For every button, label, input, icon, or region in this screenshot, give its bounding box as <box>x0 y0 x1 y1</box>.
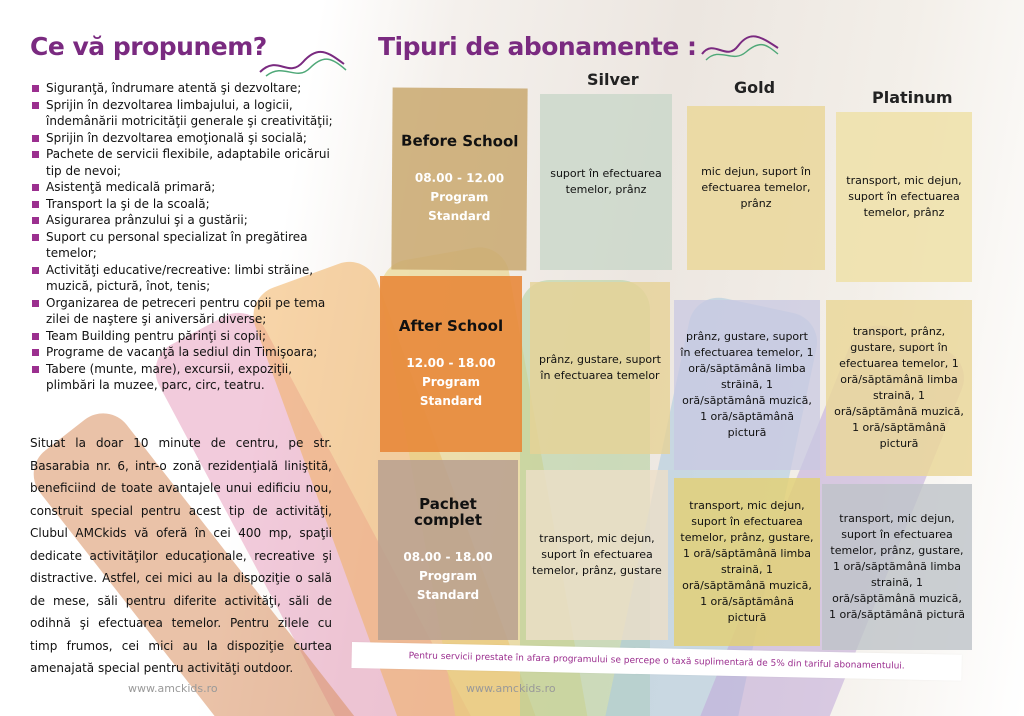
list-item: Asistenţă medicală primară; <box>30 179 340 196</box>
footer-url[interactable]: www.amckids.ro <box>128 682 218 695</box>
column-header-gold: Gold <box>734 78 776 97</box>
surcharge-note: Pentru servicii prestate în afara programului se percepe o taxă suplimentară de 5% din tariful abonamentului. <box>351 642 961 681</box>
row-title: After School <box>398 316 504 335</box>
list-item: Transport la şi de la scoală; <box>30 196 340 213</box>
right-heading: Tipuri de abonamente : <box>378 32 697 61</box>
row-label-before-school <box>391 88 527 271</box>
column-header-silver: Silver <box>587 70 639 89</box>
column-header-platinum: Platinum <box>872 88 953 107</box>
cell-after-school-platinum: transport, prânz, gustare, suport în efectuarea temelor, 1 oră/săptămână limba straină, 1 oră/săptămână muzică, 1 oră/săptămână pictură <box>826 300 972 476</box>
list-item: Programe de vacanţă la sediul din Timişoara; <box>30 344 340 361</box>
row-program: Program <box>430 189 489 204</box>
swirl-decoration-icon <box>700 32 780 66</box>
cell-pachet-complet-platinum: transport, mic dejun, suport în efectuarea temelor, prânz, gustare, 1 oră/săptămână limba straină, 1 oră/săptămână muzică, 1 oră/săptămână pictură <box>822 484 972 650</box>
list-item: Suport cu personal specializat în pregătirea temelor; <box>30 229 340 262</box>
cell-before-school-silver: suport în efectuarea temelor, prânz <box>540 94 672 270</box>
row-time: 08.00 - 18.00 <box>403 549 493 564</box>
cell-pachet-complet-gold: transport, mic dejun, suport în efectuarea temelor, prânz, gustare, 1 oră/săptămână limba straină, 1 oră/săptămână muzică, 1 oră/săptămână pictură <box>674 478 820 646</box>
list-item: Sprijin în dezvoltarea emoţională şi socială; <box>30 130 340 147</box>
row-label-after-school <box>380 276 522 452</box>
list-item: Activităţi educative/recreative: limbi străine, muzică, pictură, înot, tenis; <box>30 262 340 295</box>
row-time: 08.00 - 12.00 <box>414 170 505 185</box>
benefits-list <box>30 80 340 394</box>
list-item: Organizarea de petreceri pentru copii pe tema zilei de naştere şi aniversări diverse; <box>30 295 340 328</box>
row-title: Pachet complet <box>413 494 483 529</box>
footer-url[interactable]: www.amckids.ro <box>466 682 556 695</box>
list-item: Team Building pentru părinţi si copii; <box>30 328 340 345</box>
list-item: Pachete de servicii flexibile, adaptabile oricărui tip de nevoi; <box>30 146 340 179</box>
row-program: Program <box>421 374 481 389</box>
cell-after-school-gold: prânz, gustare, suport în efectuarea temelor, 1 oră/săptămână limba străină, 1 oră/săptămână muzică, 1 oră/săptămână pictură <box>674 300 820 470</box>
row-label-pachet-complet <box>378 460 518 640</box>
cell-after-school-silver: prânz, gustare, suport în efectuarea temelor <box>530 282 670 454</box>
row-time: 12.00 - 18.00 <box>406 355 496 370</box>
row-title: Before School <box>401 131 519 150</box>
row-standard: Standard <box>419 393 483 408</box>
list-item: Sprijin în dezvoltarea limbajului, a logicii, îndemânării motricităţii generale şi creativităţii; <box>30 97 340 130</box>
cell-pachet-complet-silver: transport, mic dejun, suport în efectuarea temelor, prânz, gustare <box>526 470 668 640</box>
intro-paragraph: Situat la doar 10 minute de centru, pe str. Basarabia nr. 6, intr-o zonă rezidenţială liniştită, beneficiind de toate avantajele unui edificiu nou, construit special pentru acest tip de activităţi, Clubul AMCkids vă oferă în cei 400 mp, spaţii dedicate activităţilor educaţionale, recreative şi distractive. Astfel, cei mici au la dispoziţie o sală de mese, săli pentru diferite activităţi, săli de odihnă şi efectuarea temelor. Pentru zilele cu timp frumos, cei mici au la dispoziţie curtea amenajată special pentru activităţi outdoor. <box>30 436 332 675</box>
list-item: Asigurarea prânzului şi a gustării; <box>30 212 340 229</box>
row-standard: Standard <box>416 587 480 602</box>
row-program: Program <box>418 568 478 583</box>
cell-before-school-gold: mic dejun, suport în efectuarea temelor, prânz <box>687 106 825 270</box>
cell-before-school-platinum: transport, mic dejun, suport în efectuarea temelor, prânz <box>836 112 972 282</box>
list-item: Siguranţă, îndrumare atentă şi dezvoltare; <box>30 80 340 97</box>
left-heading: Ce vă propunem? <box>30 32 267 61</box>
swirl-decoration-icon <box>258 44 348 84</box>
row-standard: Standard <box>428 208 491 223</box>
list-item: Tabere (munte, mare), excursii, expoziţii, plimbări la muzee, parc, circ, teatru. <box>30 361 340 394</box>
